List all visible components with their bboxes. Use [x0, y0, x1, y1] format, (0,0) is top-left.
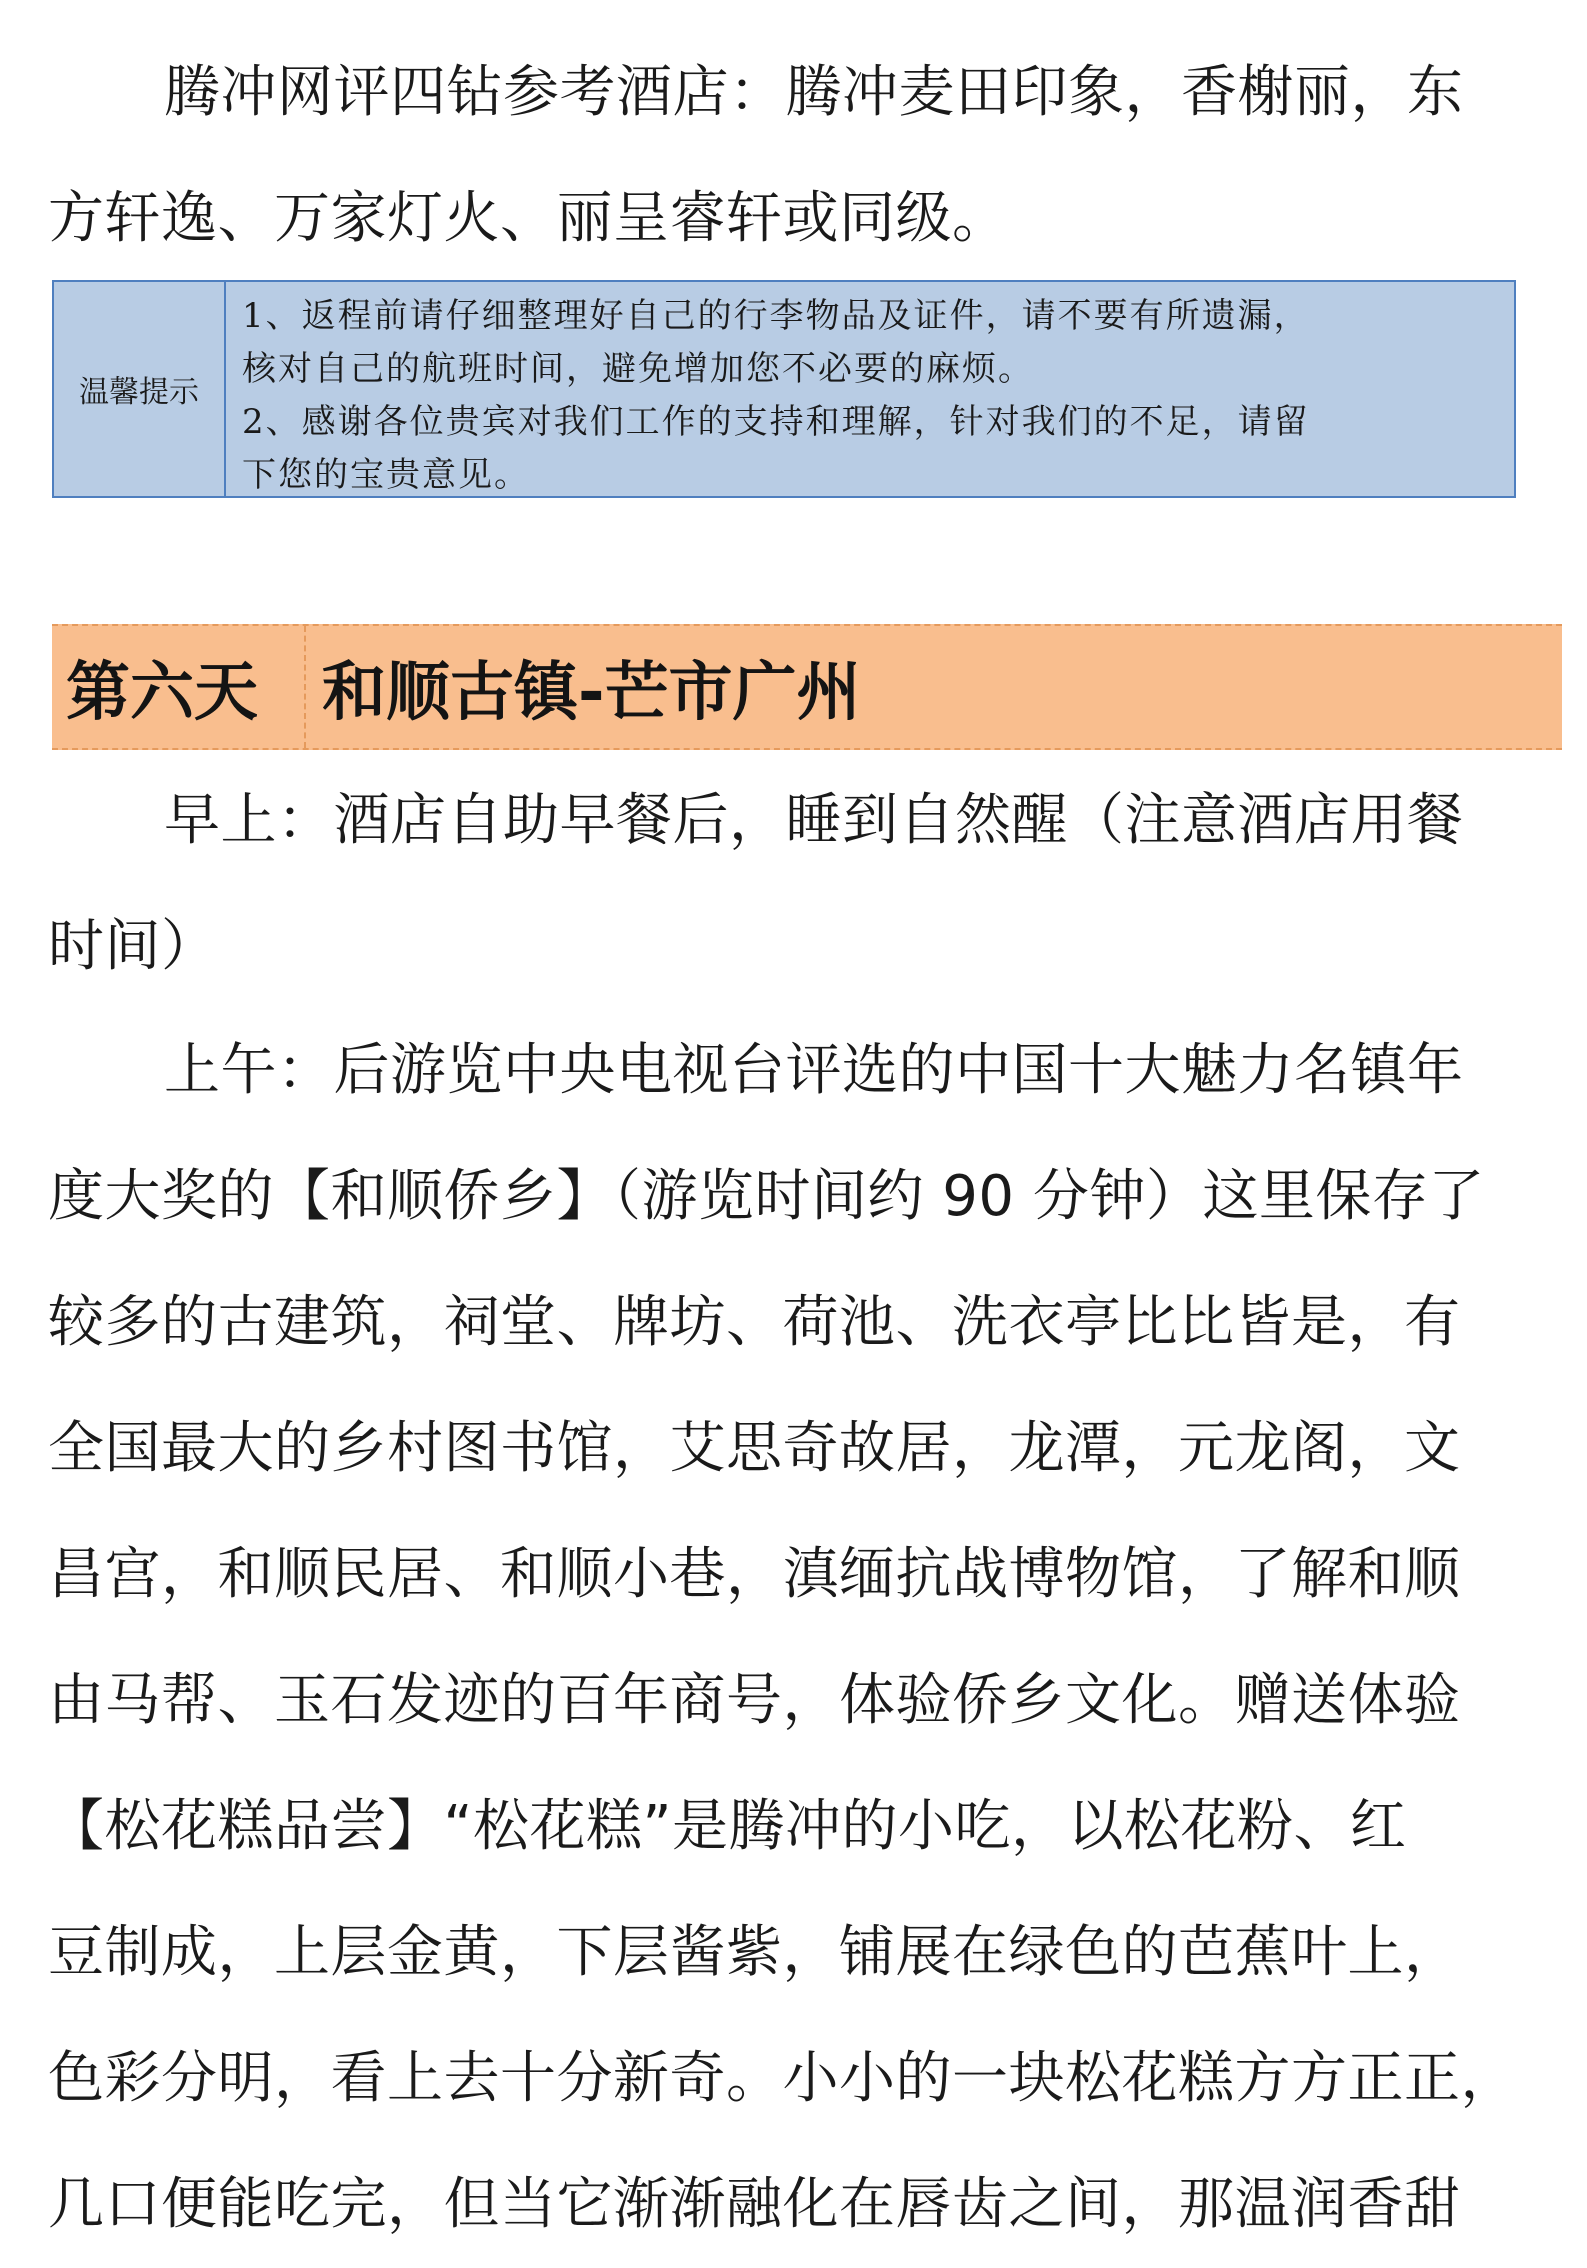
paragraph-line: 由马帮、玉石发迹的百年商号，体验侨乡文化。赠送体验	[48, 1668, 1461, 1733]
morning-paragraph	[48, 758, 1548, 1010]
forenoon-paragraph	[48, 1008, 1548, 2268]
paragraph-line: 色彩分明，看上去十分新奇。小小的一块松花糕方方正正，	[48, 2046, 1517, 2111]
tip-line: 2、感谢各位贵宾对我们工作的支持和理解，针对我们的不足，请留	[242, 402, 1310, 442]
tip-line: 1、返程前请仔细整理好自己的行李物品及证件，请不要有所遗漏，	[242, 296, 1310, 336]
paragraph-line: 上午：后游览中央电视台评选的中国十大魅力名镇年	[164, 1038, 1464, 1103]
paragraph-line: 全国最大的乡村图书馆，艾思奇故居，龙潭，元龙阁，文	[48, 1416, 1461, 1481]
tip-line: 核对自己的航班时间，避免增加您不必要的麻烦。	[242, 349, 1034, 389]
tip-line: 下您的宝贵意见。	[242, 455, 530, 495]
paragraph-line: 度大奖的【和顺侨乡】（游览时间约 90 分钟）这里保存了	[48, 1164, 1485, 1229]
paragraph-line: 时间）	[48, 914, 218, 979]
day-number: 第六天	[52, 626, 306, 748]
paragraph-line: 早上：酒店自助早餐后，睡到自然醒（注意酒店用餐	[164, 788, 1464, 853]
paragraph-line: 几口便能吃完，但当它渐渐融化在唇齿之间，那温润香甜	[48, 2172, 1461, 2237]
day-header	[52, 624, 1562, 750]
paragraph-line: 昌宫，和顺民居、和顺小巷，滇缅抗战博物馆，了解和顺	[48, 1542, 1461, 1607]
paragraph-line: 较多的古建筑，祠堂、牌坊、荷池、洗衣亭比比皆是，有	[48, 1290, 1461, 1355]
hotel-reference-paragraph	[48, 30, 1548, 282]
day-title: 和顺古镇-芒市广州	[322, 656, 861, 730]
tips-box	[52, 280, 1516, 498]
paragraph-line: 【松花糕品尝】“松花糕”是腾冲的小吃，以松花粉、红	[48, 1794, 1407, 1859]
paragraph-line: 腾冲网评四钻参考酒店：腾冲麦田印象，香榭丽，东	[164, 60, 1464, 125]
paragraph-line: 方轩逸、万家灯火、丽呈睿轩或同级。	[48, 186, 1009, 251]
paragraph-line: 豆制成，上层金黄，下层酱紫，铺展在绿色的芭蕉叶上，	[48, 1920, 1461, 1985]
tips-label: 温馨提示	[54, 282, 226, 496]
tips-content	[226, 282, 1514, 496]
